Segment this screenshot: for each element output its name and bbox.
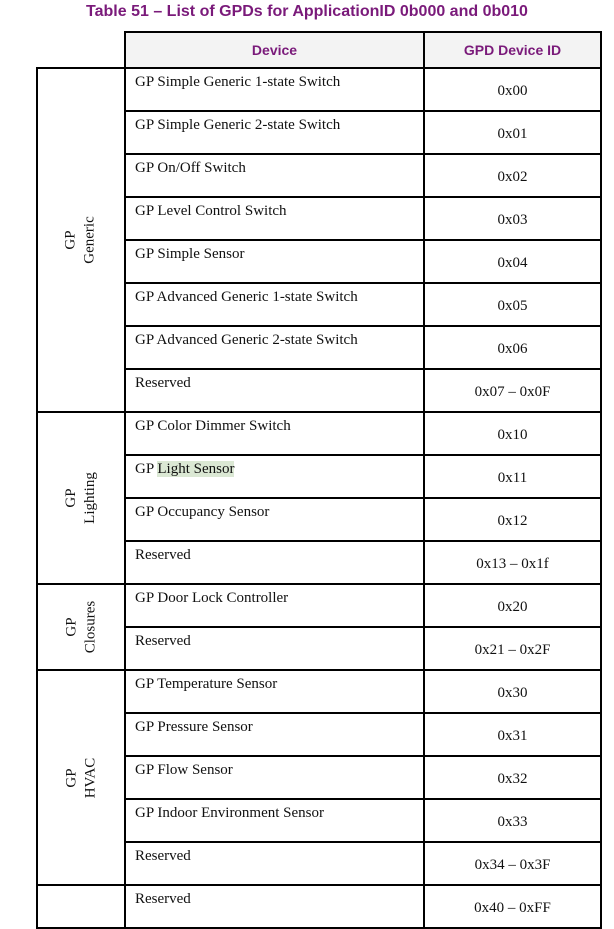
- device-id-cell: 0x40 – 0xFF: [424, 885, 601, 928]
- table-caption: Table 51 – List of GPDs for ApplicationID 0b000 and 0b010: [86, 3, 528, 20]
- device-id-cell: 0x02: [424, 154, 601, 197]
- device-cell: GP Advanced Generic 1-state Switch: [125, 283, 424, 326]
- header-corner: [37, 32, 125, 68]
- device-id-cell: 0x21 – 0x2F: [424, 627, 601, 670]
- device-cell: GP Flow Sensor: [125, 756, 424, 799]
- device-id-cell: 0x30: [424, 670, 601, 713]
- device-cell: GP Indoor Environment Sensor: [125, 799, 424, 842]
- group-label-line2: Lighting: [81, 472, 98, 524]
- device-cell: Reserved: [125, 369, 424, 412]
- device-id-cell: 0x33: [424, 799, 601, 842]
- highlighted-text: Light Sensor: [157, 461, 235, 477]
- group-hvac: [37, 670, 125, 885]
- group-label-line1: GP: [62, 488, 79, 508]
- group-label-line2: HVAC: [81, 757, 98, 798]
- header-device: Device: [125, 32, 424, 68]
- device-id-cell: 0x11: [424, 455, 601, 498]
- device-id-cell: 0x13 – 0x1f: [424, 541, 601, 584]
- device-id-cell: 0x12: [424, 498, 601, 541]
- device-id-cell: 0x04: [424, 240, 601, 283]
- table-row: [37, 412, 601, 455]
- device-cell: GP Color Dimmer Switch: [125, 412, 424, 455]
- table-row: [37, 670, 601, 713]
- group-generic: [37, 68, 125, 412]
- group-lighting: [37, 412, 125, 584]
- device-id-cell: 0x00: [424, 68, 601, 111]
- group-label-line1: GP: [63, 230, 79, 250]
- device-id-cell: 0x05: [424, 283, 601, 326]
- table-row: [37, 68, 601, 111]
- device-cell: GP Simple Generic 2-state Switch: [125, 111, 424, 154]
- device-id-cell: 0x06: [424, 326, 601, 369]
- device-cell: [125, 455, 424, 498]
- group-label-line1: GP: [63, 617, 79, 637]
- group-label-line2: Generic: [82, 216, 98, 264]
- device-cell: GP Occupancy Sensor: [125, 498, 424, 541]
- gpd-table: [36, 31, 602, 929]
- device-cell: GP Pressure Sensor: [125, 713, 424, 756]
- device-cell: GP Advanced Generic 2-state Switch: [125, 326, 424, 369]
- device-id-cell: 0x20: [424, 584, 601, 627]
- device-cell: Reserved: [125, 885, 424, 928]
- group-empty: [37, 885, 125, 928]
- device-cell: GP On/Off Switch: [125, 154, 424, 197]
- device-id-cell: 0x32: [424, 756, 601, 799]
- header-row: [37, 32, 601, 68]
- device-prefix: GP: [135, 461, 158, 477]
- device-cell: GP Simple Sensor: [125, 240, 424, 283]
- device-cell: GP Door Lock Controller: [125, 584, 424, 627]
- group-label-line1: GP: [62, 767, 79, 788]
- device-id-cell: 0x31: [424, 713, 601, 756]
- device-id-cell: 0x07 – 0x0F: [424, 369, 601, 412]
- group-closures: [37, 584, 125, 670]
- table-row: [37, 885, 601, 928]
- device-cell: GP Temperature Sensor: [125, 670, 424, 713]
- device-cell: Reserved: [125, 627, 424, 670]
- device-cell: Reserved: [125, 541, 424, 584]
- device-cell: Reserved: [125, 842, 424, 885]
- group-label-line2: Closures: [82, 600, 98, 654]
- table-row: [37, 584, 601, 627]
- device-id-cell: 0x01: [424, 111, 601, 154]
- device-cell: GP Simple Generic 1-state Switch: [125, 68, 424, 111]
- header-gpd-device-id: GPD Device ID: [424, 32, 601, 68]
- device-cell: GP Level Control Switch: [125, 197, 424, 240]
- device-id-cell: 0x03: [424, 197, 601, 240]
- device-id-cell: 0x34 – 0x3F: [424, 842, 601, 885]
- device-id-cell: 0x10: [424, 412, 601, 455]
